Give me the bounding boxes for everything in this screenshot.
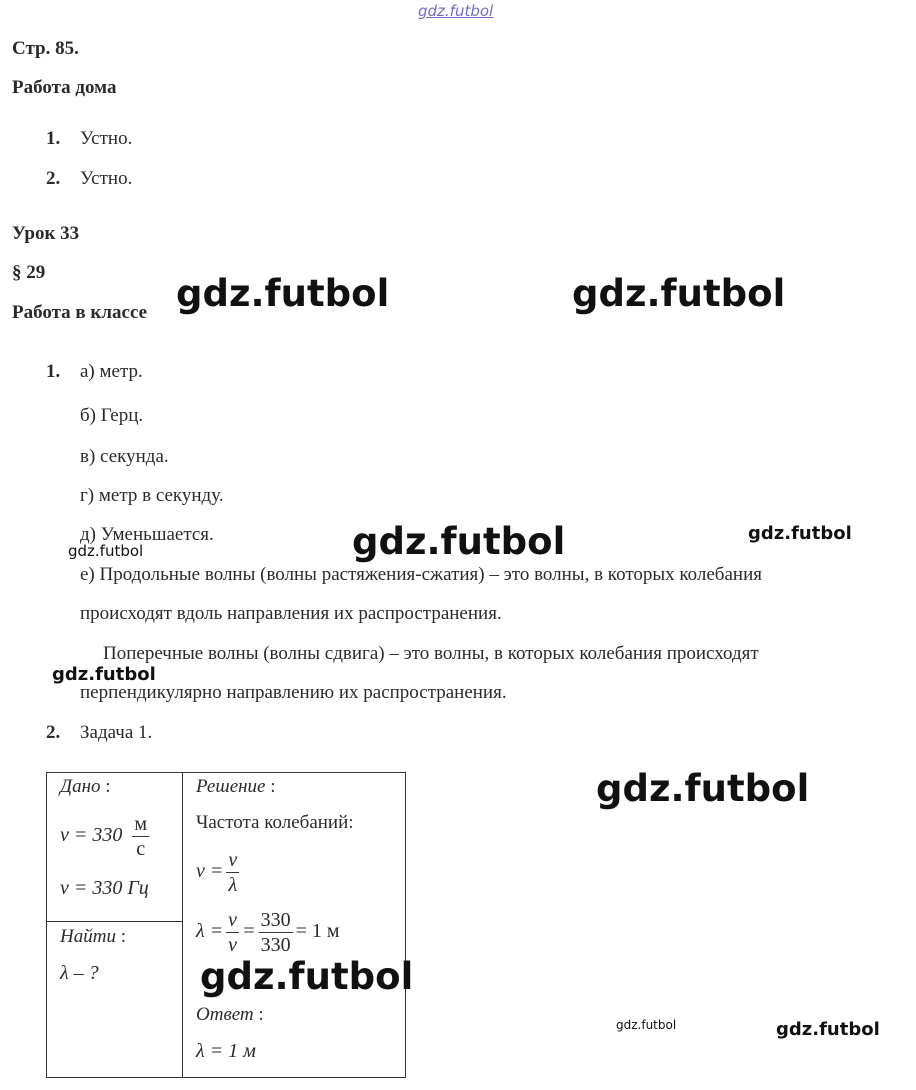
table-divider-vertical: [182, 772, 183, 1077]
answer-d: д) Уменьшается.: [80, 524, 214, 545]
page-ref: Стр. 85.: [12, 38, 79, 59]
paragraph-number: § 29: [12, 262, 46, 283]
answer-label: Ответ :: [196, 1004, 264, 1025]
given-label: Дано :: [60, 776, 111, 797]
watermark-top[interactable]: gdz.futbol: [418, 2, 494, 20]
section-class-title: Работа в классе: [12, 302, 148, 323]
given-speed: v = 330 $\frac{м}{с}$: [60, 813, 148, 860]
class-item-1-num: 1.: [46, 361, 61, 382]
answer-e-line2: происходят вдоль направления их распространения.: [80, 603, 502, 624]
watermark-2: gdz.futbol: [572, 272, 786, 315]
watermark-4: gdz.futbol: [748, 523, 852, 544]
home-item-1-num: 1.: [46, 128, 61, 149]
answer-value: λ = 1 м: [196, 1040, 256, 1062]
watermark-8: gdz.futbol: [200, 955, 414, 998]
home-item-1-text: Устно.: [80, 128, 133, 149]
class-item-2-num: 2.: [46, 722, 61, 743]
watermark-3: gdz.futbol: [352, 520, 566, 563]
watermark-9: gdz.futbol: [616, 1018, 677, 1032]
section-home-title: Работа дома: [12, 77, 117, 98]
find-value: λ – ?: [60, 962, 99, 984]
table-divider-horizontal: [46, 921, 183, 922]
answer-b: б) Герц.: [80, 405, 144, 426]
answer-v: в) секунда.: [80, 446, 169, 467]
answer-g: г) метр в секунду.: [80, 485, 224, 506]
frequency-text: Частота колебаний:: [196, 812, 354, 833]
watermark-6: gdz.futbol: [52, 664, 156, 685]
solution-label: Решение :: [196, 776, 276, 797]
given-frequency: ν = 330 Гц: [60, 877, 149, 899]
answer-e-line4: перпендикулярно направлению их распространения.: [80, 682, 507, 703]
formula-wavelength: λ = $\frac{v}{\nu}$ = $\frac{330}{330}$ = 1 м: [196, 909, 340, 956]
find-label: Найти :: [60, 926, 126, 947]
answer-e-line3: Поперечные волны (волны сдвига) – это волны, в которых колебания происходят: [103, 643, 759, 664]
formula-frequency: ν = $\frac{v}{\lambda}$: [196, 849, 238, 896]
watermark-5: gdz.futbol: [68, 542, 144, 560]
watermark-1: gdz.futbol: [176, 272, 390, 315]
home-item-2-text: Устно.: [80, 168, 133, 189]
lesson-title: Урок 33: [12, 223, 80, 244]
watermark-10: gdz.futbol: [776, 1019, 880, 1040]
answer-a: а) метр.: [80, 361, 143, 382]
answer-e-line1: е) Продольные волны (волны растяжения-сжатия) – это волны, в которых колебания: [80, 564, 762, 585]
home-item-2-num: 2.: [46, 168, 61, 189]
task-title: Задача 1.: [80, 722, 153, 743]
watermark-7: gdz.futbol: [596, 767, 810, 810]
